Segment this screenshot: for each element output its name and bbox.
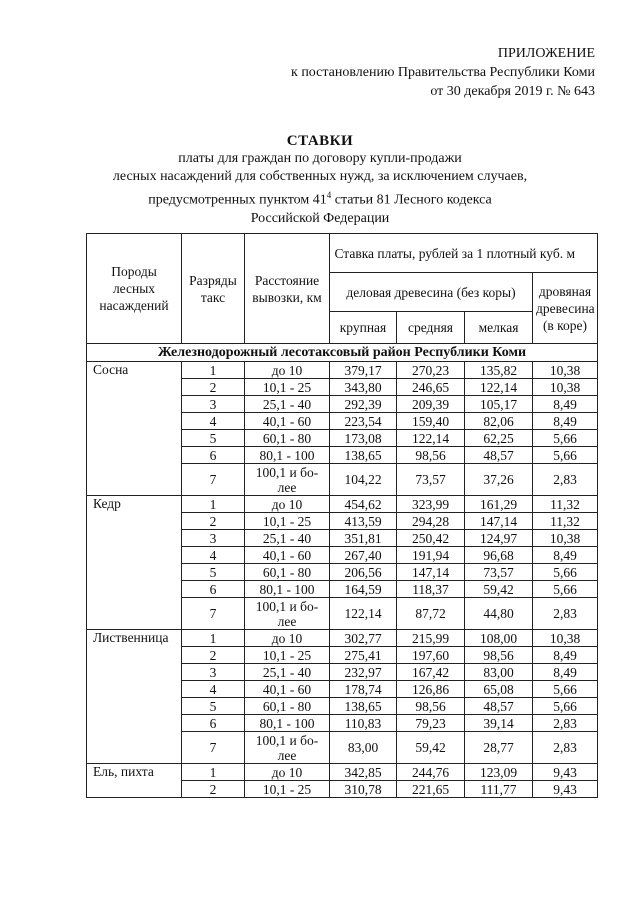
distance-cell: до 10 — [245, 764, 330, 781]
large-cell: 110,83 — [330, 715, 397, 732]
large-cell: 275,41 — [330, 647, 397, 664]
class-cell: 5 — [182, 698, 245, 715]
medium-cell: 122,14 — [397, 430, 465, 447]
header-business-wood: деловая древесина (без коры) — [330, 273, 533, 312]
fuel-cell: 10,38 — [533, 379, 598, 396]
fuel-cell: 10,38 — [533, 630, 598, 647]
medium-cell: 59,42 — [397, 732, 465, 764]
large-cell: 104,22 — [330, 464, 397, 496]
fuel-cell: 5,66 — [533, 430, 598, 447]
distance-cell: 80,1 - 100 — [245, 715, 330, 732]
fuel-cell: 11,32 — [533, 513, 598, 530]
table-row — [87, 764, 598, 781]
large-cell: 178,74 — [330, 681, 397, 698]
rates-table — [86, 233, 598, 798]
distance-cell: 80,1 - 100 — [245, 447, 330, 464]
small-cell: 28,77 — [465, 732, 533, 764]
medium-cell: 118,37 — [397, 581, 465, 598]
medium-cell: 323,99 — [397, 496, 465, 513]
distance-cell: 40,1 - 60 — [245, 681, 330, 698]
distance-cell: до 10 — [245, 362, 330, 379]
class-cell: 1 — [182, 630, 245, 647]
fuel-cell: 9,43 — [533, 764, 598, 781]
fuel-cell: 2,83 — [533, 464, 598, 496]
header-breed: Породы лесных насаждений — [87, 234, 182, 344]
small-cell: 48,57 — [465, 698, 533, 715]
medium-cell: 197,60 — [397, 647, 465, 664]
title-line-1: платы для граждан по договору купли-продажи — [178, 151, 462, 166]
table-row — [87, 496, 598, 513]
fuel-cell: 8,49 — [533, 664, 598, 681]
medium-cell: 294,28 — [397, 513, 465, 530]
large-cell: 413,59 — [330, 513, 397, 530]
fuel-cell: 2,83 — [533, 598, 598, 630]
fuel-cell: 5,66 — [533, 564, 598, 581]
class-cell: 5 — [182, 430, 245, 447]
medium-cell: 244,76 — [397, 764, 465, 781]
small-cell: 123,09 — [465, 764, 533, 781]
distance-cell: 10,1 - 25 — [245, 781, 330, 798]
fuel-cell: 5,66 — [533, 698, 598, 715]
large-cell: 292,39 — [330, 396, 397, 413]
class-cell: 3 — [182, 664, 245, 681]
breed-cell: Лиственница — [87, 630, 182, 764]
distance-cell: 60,1 - 80 — [245, 698, 330, 715]
header-medium: средняя — [397, 312, 465, 344]
title-line-3-suffix: статьи 81 Лесного кодекса — [331, 192, 492, 208]
large-cell: 351,81 — [330, 530, 397, 547]
small-cell: 105,17 — [465, 396, 533, 413]
medium-cell: 87,72 — [397, 598, 465, 630]
medium-cell: 270,23 — [397, 362, 465, 379]
distance-cell: 25,1 - 40 — [245, 530, 330, 547]
table-row — [87, 362, 598, 379]
class-cell: 7 — [182, 464, 245, 496]
large-cell: 310,78 — [330, 781, 397, 798]
distance-cell: 100,1 и бо-лее — [245, 598, 330, 630]
fuel-cell: 8,49 — [533, 547, 598, 564]
small-cell: 59,42 — [465, 581, 533, 598]
large-cell: 267,40 — [330, 547, 397, 564]
large-cell: 232,97 — [330, 664, 397, 681]
small-cell: 65,08 — [465, 681, 533, 698]
medium-cell: 147,14 — [397, 564, 465, 581]
breed-cell: Ель, пихта — [87, 764, 182, 798]
small-cell: 39,14 — [465, 715, 533, 732]
large-cell: 206,56 — [330, 564, 397, 581]
medium-cell: 246,65 — [397, 379, 465, 396]
header-distance: Расстояние вывозки, км — [245, 234, 330, 344]
class-cell: 3 — [182, 530, 245, 547]
large-cell: 343,80 — [330, 379, 397, 396]
class-cell: 7 — [182, 598, 245, 630]
title-line-3 — [0, 186, 640, 210]
large-cell: 223,54 — [330, 413, 397, 430]
medium-cell: 98,56 — [397, 447, 465, 464]
small-cell: 111,77 — [465, 781, 533, 798]
large-cell: 302,77 — [330, 630, 397, 647]
class-cell: 4 — [182, 547, 245, 564]
distance-cell: до 10 — [245, 496, 330, 513]
small-cell: 37,26 — [465, 464, 533, 496]
small-cell: 124,97 — [465, 530, 533, 547]
breed-cell: Сосна — [87, 362, 182, 496]
fuel-cell: 8,49 — [533, 396, 598, 413]
appendix-label: ПРИЛОЖЕНИЕ — [497, 46, 595, 61]
large-cell: 122,14 — [330, 598, 397, 630]
large-cell: 454,62 — [330, 496, 397, 513]
fuel-cell: 10,38 — [533, 530, 598, 547]
medium-cell: 98,56 — [397, 698, 465, 715]
fuel-cell: 10,38 — [533, 362, 598, 379]
class-cell: 4 — [182, 413, 245, 430]
distance-cell: 10,1 - 25 — [245, 379, 330, 396]
fuel-cell: 5,66 — [533, 681, 598, 698]
class-cell: 2 — [182, 781, 245, 798]
title-line-3-prefix: предусмотренных пунктом 41 — [148, 192, 327, 208]
class-cell: 6 — [182, 447, 245, 464]
header-fuel-wood: дровяная древесина (в коре) — [533, 273, 598, 344]
distance-cell: 25,1 - 40 — [245, 664, 330, 681]
medium-cell: 191,94 — [397, 547, 465, 564]
class-cell: 3 — [182, 396, 245, 413]
distance-cell: 100,1 и бо-лее — [245, 464, 330, 496]
small-cell: 161,29 — [465, 496, 533, 513]
fuel-cell: 5,66 — [533, 447, 598, 464]
distance-cell: 60,1 - 80 — [245, 564, 330, 581]
title-main: СТАВКИ — [286, 133, 354, 149]
distance-cell: 80,1 - 100 — [245, 581, 330, 598]
title-line-2: лесных насаждений для собственных нужд, за исключением случаев, — [112, 169, 528, 184]
small-cell: 48,57 — [465, 447, 533, 464]
small-cell: 62,25 — [465, 430, 533, 447]
header-class: Разряды такс — [182, 234, 245, 344]
class-cell: 6 — [182, 715, 245, 732]
large-cell: 342,85 — [330, 764, 397, 781]
medium-cell: 159,40 — [397, 413, 465, 430]
small-cell: 73,57 — [465, 564, 533, 581]
distance-cell: 40,1 - 60 — [245, 547, 330, 564]
small-cell: 122,14 — [465, 379, 533, 396]
distance-cell: 10,1 - 25 — [245, 647, 330, 664]
class-cell: 7 — [182, 732, 245, 764]
fuel-cell: 2,83 — [533, 732, 598, 764]
appendix-header — [291, 44, 595, 101]
class-cell: 6 — [182, 581, 245, 598]
appendix-date: от 30 декабря 2019 г. № 643 — [430, 84, 595, 99]
distance-cell: до 10 — [245, 630, 330, 647]
class-cell: 4 — [182, 681, 245, 698]
large-cell: 173,08 — [330, 430, 397, 447]
class-cell: 1 — [182, 764, 245, 781]
large-cell: 164,59 — [330, 581, 397, 598]
appendix-resolution: к постановлению Правительства Республики Коми — [291, 65, 595, 80]
region-row: Железнодорожный лесотаксовый район Республики Коми — [87, 344, 598, 362]
large-cell: 83,00 — [330, 732, 397, 764]
header-rate: Ставка платы, рублей за 1 плотный куб. м — [330, 234, 598, 273]
title-line-4: Российской Федерации — [250, 210, 390, 226]
small-cell: 98,56 — [465, 647, 533, 664]
class-cell: 2 — [182, 647, 245, 664]
medium-cell: 73,57 — [397, 464, 465, 496]
title-line-3-sup: 4 — [326, 190, 332, 200]
distance-cell: 10,1 - 25 — [245, 513, 330, 530]
distance-cell: 25,1 - 40 — [245, 396, 330, 413]
class-cell: 1 — [182, 362, 245, 379]
fuel-cell: 8,49 — [533, 647, 598, 664]
small-cell: 135,82 — [465, 362, 533, 379]
medium-cell: 215,99 — [397, 630, 465, 647]
fuel-cell: 2,83 — [533, 715, 598, 732]
small-cell: 83,00 — [465, 664, 533, 681]
medium-cell: 167,42 — [397, 664, 465, 681]
document-title — [0, 132, 640, 228]
fuel-cell: 9,43 — [533, 781, 598, 798]
class-cell: 1 — [182, 496, 245, 513]
large-cell: 138,65 — [330, 447, 397, 464]
small-cell: 96,68 — [465, 547, 533, 564]
medium-cell: 79,23 — [397, 715, 465, 732]
medium-cell: 126,86 — [397, 681, 465, 698]
small-cell: 82,06 — [465, 413, 533, 430]
distance-cell: 100,1 и бо-лее — [245, 732, 330, 764]
fuel-cell: 8,49 — [533, 413, 598, 430]
table-row — [87, 630, 598, 647]
header-small: мелкая — [465, 312, 533, 344]
medium-cell: 250,42 — [397, 530, 465, 547]
class-cell: 5 — [182, 564, 245, 581]
medium-cell: 221,65 — [397, 781, 465, 798]
fuel-cell: 5,66 — [533, 581, 598, 598]
small-cell: 108,00 — [465, 630, 533, 647]
small-cell: 44,80 — [465, 598, 533, 630]
distance-cell: 40,1 - 60 — [245, 413, 330, 430]
breed-cell: Кедр — [87, 496, 182, 630]
large-cell: 379,17 — [330, 362, 397, 379]
medium-cell: 209,39 — [397, 396, 465, 413]
small-cell: 147,14 — [465, 513, 533, 530]
header-large: крупная — [330, 312, 397, 344]
large-cell: 138,65 — [330, 698, 397, 715]
class-cell: 2 — [182, 513, 245, 530]
fuel-cell: 11,32 — [533, 496, 598, 513]
distance-cell: 60,1 - 80 — [245, 430, 330, 447]
class-cell: 2 — [182, 379, 245, 396]
